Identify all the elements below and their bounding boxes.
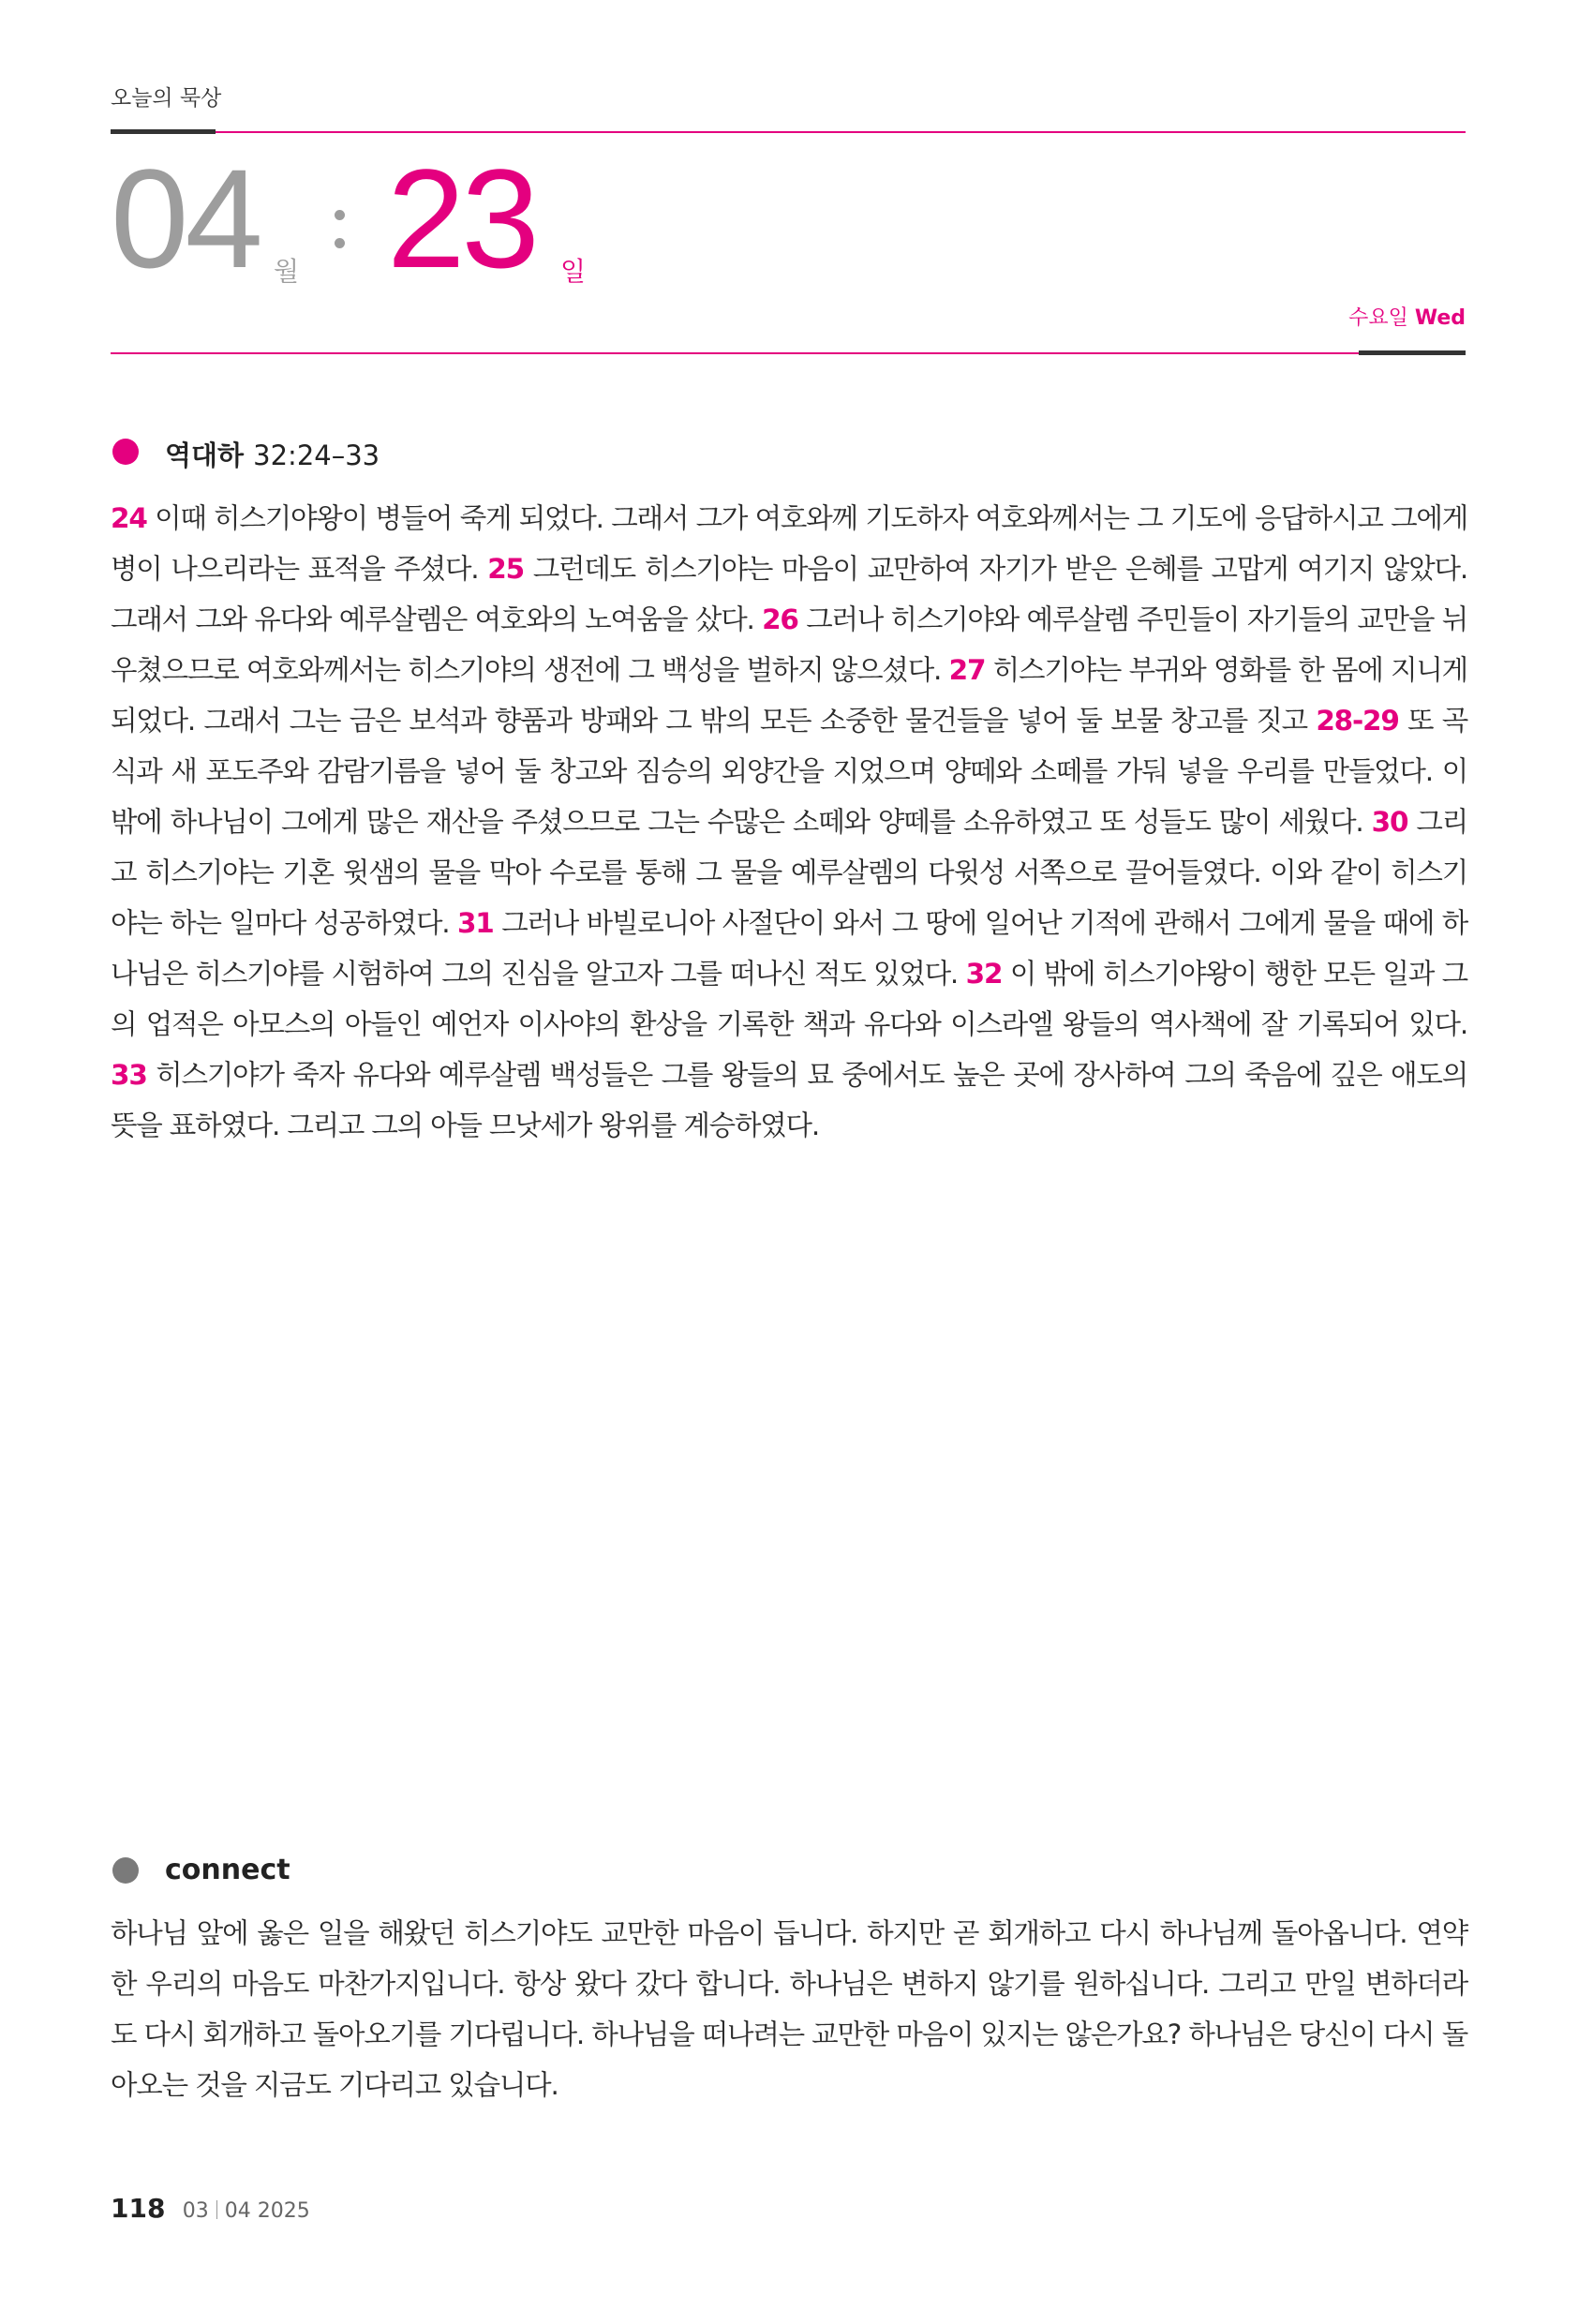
- verse-text: 그런데도 히스기야는 마음이 교만하여 자기가 받은 은혜를 고맙게 여기지 않았다. 그래서 그와 유다와 예루살렘은 여호와의 노여움을 샀다.: [111, 553, 1467, 635]
- header-divider: [111, 131, 1466, 133]
- connect-bullet-icon: [112, 1857, 139, 1884]
- verse-number: 28-29: [1316, 705, 1399, 737]
- page-number: 118: [111, 2193, 166, 2224]
- footer-separator: [216, 2200, 217, 2219]
- weekday-english: Wed: [1414, 306, 1466, 330]
- verse-number: 31: [456, 907, 494, 939]
- day-unit: 일: [560, 256, 587, 287]
- weekday-korean: 수요일: [1348, 306, 1408, 330]
- verse-number: 30: [1371, 806, 1408, 838]
- date-separator-icon: [335, 197, 346, 262]
- verse-text: 히스기야가 죽자 유다와 예루살렘 백성들은 그를 왕들의 묘 중에서도 높은 곳에 장사하여 그의 죽음에 깊은 애도의 뜻을 표하였다. 그리고 그의 아들 므낫세가 왕위를 계승하였다.: [111, 1059, 1467, 1141]
- verse-text: 그러나 히스기야와 예루살렘 주민들이 자기들의 교만을 뉘우쳤으므로 여호와께서는 히스기야의 생전에 그 백성을 벌하지 않으셨다.: [111, 603, 1467, 686]
- verse-number: 33: [111, 1059, 147, 1091]
- verse-number: 26: [762, 603, 798, 635]
- day-number: 23: [387, 140, 536, 297]
- connect-title: connect: [165, 1854, 290, 1886]
- verse-text: 그러나 바빌로니아 사절단이 와서 그 땅에 일어난 기적에 관해서 그에게 물을 때에 하나님은 히스기야를 시험하여 그의 진심을 알고자 그를 떠나신 적도 있었다.: [111, 907, 1468, 990]
- verse-text: 또 곡식과 새 포도주와 감람기름을 넣어 둘 창고와 짐승의 외양간을 지었으며 양떼와 소떼를 가둬 넣을 우리를 만들었다. 이 밖에 하나님이 그에게 많은 재산을 주셨으므로 그는 수많은 소떼와 양떼를 소유하였고 또 성들도 많이 세웠다.: [111, 705, 1468, 838]
- issue-months: 03: [182, 2199, 209, 2223]
- date-divider-accent: [1359, 350, 1466, 355]
- weekday: [1348, 302, 1466, 331]
- scripture-text: [111, 493, 1467, 1151]
- verse-text: 그리고 히스기야는 기혼 윗샘의 물을 막아 수로를 통해 그 물을 예루살렘의 다윗성 서쪽으로 끌어들였다. 이와 같이 히스기야는 하는 일마다 성공하였다.: [111, 806, 1467, 939]
- date-divider: [111, 352, 1466, 354]
- connect-text: 하나님 앞에 옳은 일을 해왔던 히스기야도 교만한 마음이 듭니다. 하지만 곧 회개하고 다시 하나님께 돌아옵니다. 연약한 우리의 마음도 마찬가지입니다. 항상 왔다 갔다 합니다. 하나님은 변하지 않기를 원하십니다. 그리고 만일 변하더라도 다시 회개하고 돌아오기를 기다립니다. 하나님을 떠나려는 교만한 마음이 있지는 않은가요? 하나님은 당신이 다시 돌아오는 것을 지금도 기다리고 있습니다.: [111, 1917, 1467, 2101]
- passage-book: 역대하: [165, 439, 245, 471]
- passage-bullet-icon: [112, 439, 139, 465]
- month-unit: 월: [274, 256, 300, 287]
- passage-reference: [165, 435, 380, 473]
- issue-year: 04 2025: [224, 2199, 310, 2223]
- verse-number: 32: [965, 958, 1003, 990]
- page-footer: [111, 2193, 310, 2224]
- verse-number: 24: [111, 502, 147, 534]
- verse-text: 히스기야는 부귀와 영화를 한 몸에 지니게 되었다. 그래서 그는 금은 보석과 향품과 방패와 그 밖의 모든 소중한 물건들을 넣어 둘 보물 창고를 짓고: [111, 654, 1467, 737]
- verse-number: 27: [948, 654, 986, 686]
- section-label: 오늘의 묵상: [111, 86, 222, 111]
- month-number: 04: [111, 140, 260, 297]
- verse-number: 25: [487, 553, 524, 585]
- passage-verses: 32:24–33: [253, 439, 380, 471]
- verse-text: 이 밖에 히스기야왕이 행한 모든 일과 그의 업적은 아모스의 아들인 예언자 이사야의 환상을 기록한 책과 유다와 이스라엘 왕들의 역사책에 잘 기록되어 있다.: [111, 958, 1467, 1040]
- verse-text: 이때 히스기야왕이 병들어 죽게 되었다. 그래서 그가 여호와께 기도하자 여호와께서는 그 기도에 응답하시고 그에게 병이 나으리라는 표적을 주셨다.: [111, 502, 1467, 585]
- header-divider-accent: [111, 129, 216, 134]
